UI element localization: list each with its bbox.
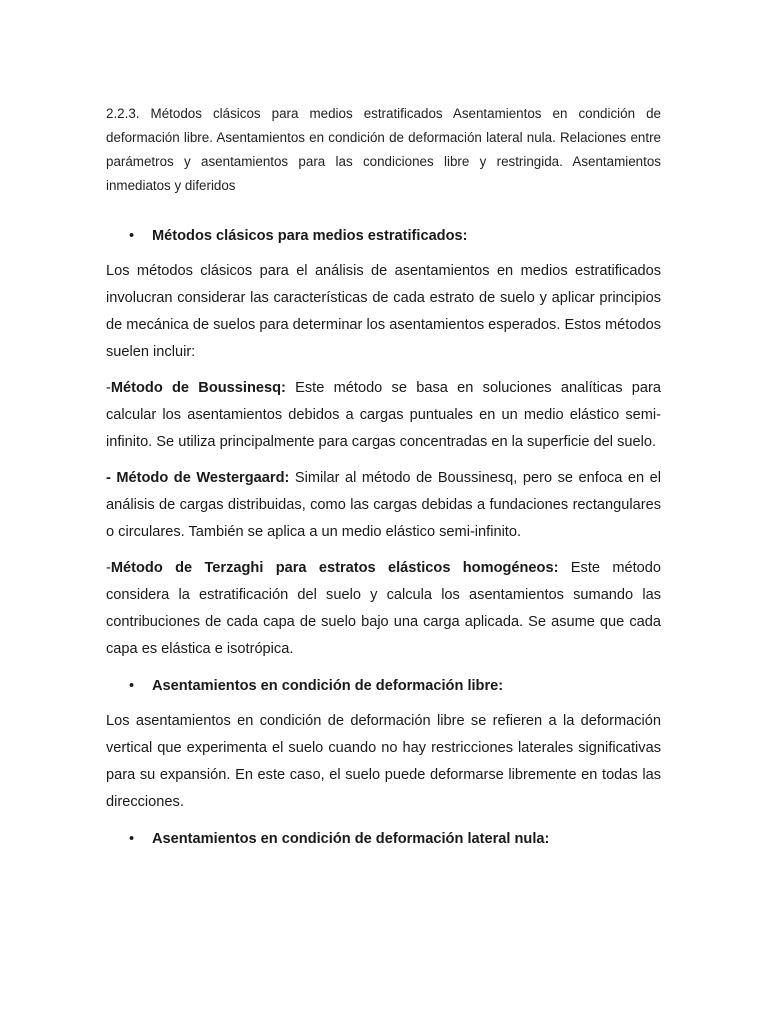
- paragraph-boussinesq: [106, 375, 661, 456]
- bullet-heading-classic-methods: [106, 223, 661, 250]
- bullet-dot-icon: •: [129, 831, 135, 847]
- document-body: [106, 223, 661, 861]
- boussinesq-title: Método de Boussinesq:: [110, 380, 286, 396]
- westergaard-text: Similar al método de Boussinesq, pero se enfoca en el análisis de cargas distribuidas, como las cargas debidas a fundaciones rectangulares o circulares. También se aplica a un medio elástico semi-infinito.: [106, 470, 661, 540]
- paragraph-westergaard: [106, 465, 661, 546]
- bullet-dot-icon: •: [129, 678, 135, 694]
- bullet-heading-null-lateral-deformation: [106, 826, 661, 853]
- paragraph-terzaghi: [106, 555, 661, 663]
- terzaghi-prefix: -: [106, 560, 111, 576]
- section-header-text: 2.2.3. Métodos clásicos para medios estratificados Asentamientos en condición de deformación libre. Asentamientos en condición de deformación lateral nula. Relaciones entre parámetros y asentamientos para las condiciones libre y restringida. Asentamientos inmediatos y diferidos: [106, 106, 661, 194]
- boussinesq-text: Este método se basa en soluciones analíticas para calcular los asentamientos debidos a cargas puntuales en un medio elástico semi-infinito. Se utiliza principalmente para cargas concentradas en la superficie del suelo.: [106, 380, 661, 450]
- bullet-heading-free-deformation: [106, 673, 661, 700]
- heading-null-lateral-deformation: Asentamientos en condición de deformación lateral nula:: [152, 831, 550, 847]
- paragraph-classic-methods-intro: Los métodos clásicos para el análisis de asentamientos en medios estratificados involucran considerar las características de cada estrato de suelo y aplicar principios de mecánica de suelos para determinar los asentamientos esperados. Estos métodos suelen incluir:: [106, 263, 661, 360]
- paragraph-free-deformation: Los asentamientos en condición de deformación libre se refieren a la deformación vertical que experimenta el suelo cuando no hay restricciones laterales significativas para su expansión. En este caso, el suelo puede deformarse libremente en todas las direcciones.: [106, 713, 661, 810]
- terzaghi-text: Este método considera la estratificación del suelo y calcula los asentamientos sumando las contribuciones de cada capa de suelo bajo una carga aplicada. Se asume que cada capa es elástica e isotrópica.: [106, 560, 661, 657]
- boussinesq-prefix: -: [106, 380, 111, 396]
- bullet-dot-icon: •: [129, 228, 135, 244]
- heading-classic-methods: Métodos clásicos para medios estratificados:: [152, 228, 468, 244]
- terzaghi-title: Método de Terzaghi para estratos elásticos homogéneos:: [110, 560, 559, 576]
- heading-free-deformation: Asentamientos en condición de deformación libre:: [152, 678, 504, 694]
- westergaard-title: - Método de Westergaard:: [106, 470, 290, 486]
